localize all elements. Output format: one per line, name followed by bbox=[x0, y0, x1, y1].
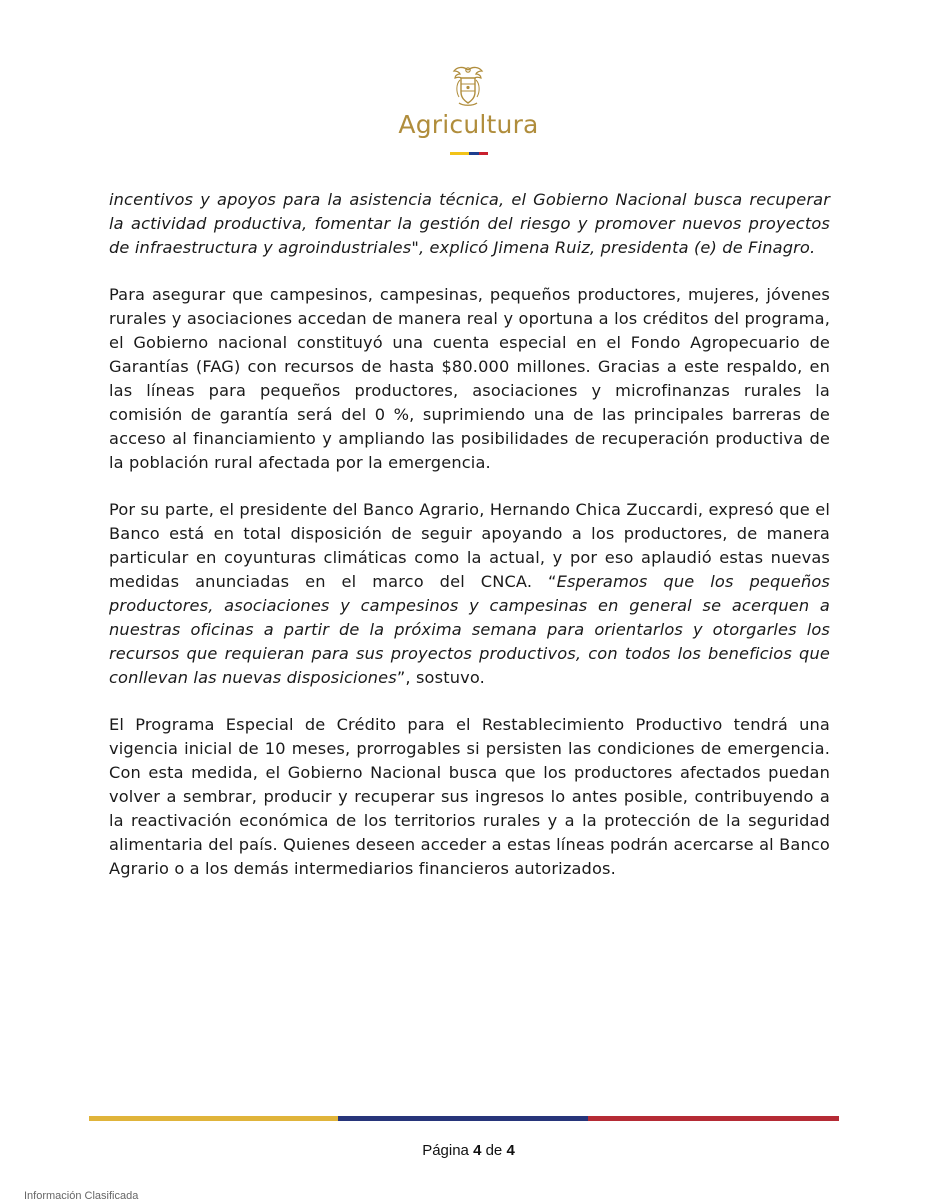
brand-tricolor-bar bbox=[450, 152, 488, 155]
tricolor-red bbox=[479, 152, 488, 155]
paragraph-4: El Programa Especial de Crédito para el Restablecimiento Productivo tendrá una vigencia inicial de 10 meses, prorrogables si persisten las condiciones de emergencia. Con esta medida, el Gobierno Nacional busca que los productores afectados puedan volver a sembrar, producir y recuperar sus ingresos lo antes posible, contribuyendo a la reactivación económica de los territorios rurales y a la protección de la seguridad alimentaria del país. Quienes deseen acceder a estas líneas podrán acercarse al Banco Agrario o a los demás intermediarios financieros autorizados. bbox=[109, 715, 830, 878]
colombia-coat-of-arms-icon bbox=[451, 64, 485, 108]
paragraph-3 bbox=[109, 498, 830, 690]
footer-line-blue bbox=[338, 1116, 588, 1121]
page-number bbox=[0, 1142, 937, 1159]
brand-name: Agricultura bbox=[398, 110, 539, 139]
tricolor-yellow bbox=[450, 152, 469, 155]
footer-line-yellow bbox=[89, 1116, 338, 1121]
document-body bbox=[109, 188, 830, 904]
footer-line-red bbox=[588, 1116, 839, 1121]
page-total: 4 bbox=[506, 1142, 515, 1159]
page-header bbox=[0, 60, 937, 160]
paragraph-3-quote: Esperamos que los pequeños productores, asociaciones y campesinos y campesinas en general se acerquen a nuestras oficinas a partir de la próxima semana para orientarlos y otorgarles los recursos que requieran para sus proyectos productivos, con todos los beneficios que conllevan las nuevas disposiciones bbox=[109, 572, 830, 687]
paragraph-3-intro: Por su parte, el presidente del Banco Agrario, Hernando Chica Zuccardi, expresó que el Banco está en total disposición de seguir apoyando a los productores, de manera particular en coyunturas climáticas como la actual, y por eso aplaudió estas nuevas medidas anunciadas en el marco del CNCA. “ bbox=[109, 500, 830, 591]
page-current: 4 bbox=[473, 1142, 482, 1159]
paragraph-2: Para asegurar que campesinos, campesinas, pequeños productores, mujeres, jóvenes rurales y asociaciones accedan de manera real y oportuna a los créditos del programa, el Gobierno nacional constituyó una cuenta especial en el Fondo Agropecuario de Garantías (FAG) con recursos de hasta $80.000 millones. Gracias a este respaldo, en las líneas para pequeños productores, asociaciones y microfinanzas rurales la comisión de garantía será del 0 %, suprimiendo una de las principales barreras de acceso al financiamiento y ampliando las posibilidades de recuperación productiva de la población rural afectada por la emergencia. bbox=[109, 285, 830, 472]
classification-label: Información Clasificada bbox=[24, 1190, 139, 1202]
tricolor-blue bbox=[469, 152, 479, 155]
paragraph-3-end: ”, sostuvo. bbox=[396, 668, 485, 687]
page-label: Página bbox=[422, 1142, 469, 1159]
paragraph-1: incentivos y apoyos para la asistencia técnica, el Gobierno Nacional busca recuperar la actividad productiva, fomentar la gestión del riesgo y promover nuevos proyectos de infraestructura y agroindustriales", explicó Jimena Ruiz, presidenta (e) de Finagro. bbox=[109, 190, 830, 257]
footer-tricolor-line bbox=[89, 1116, 839, 1121]
page-of: de bbox=[485, 1142, 503, 1159]
